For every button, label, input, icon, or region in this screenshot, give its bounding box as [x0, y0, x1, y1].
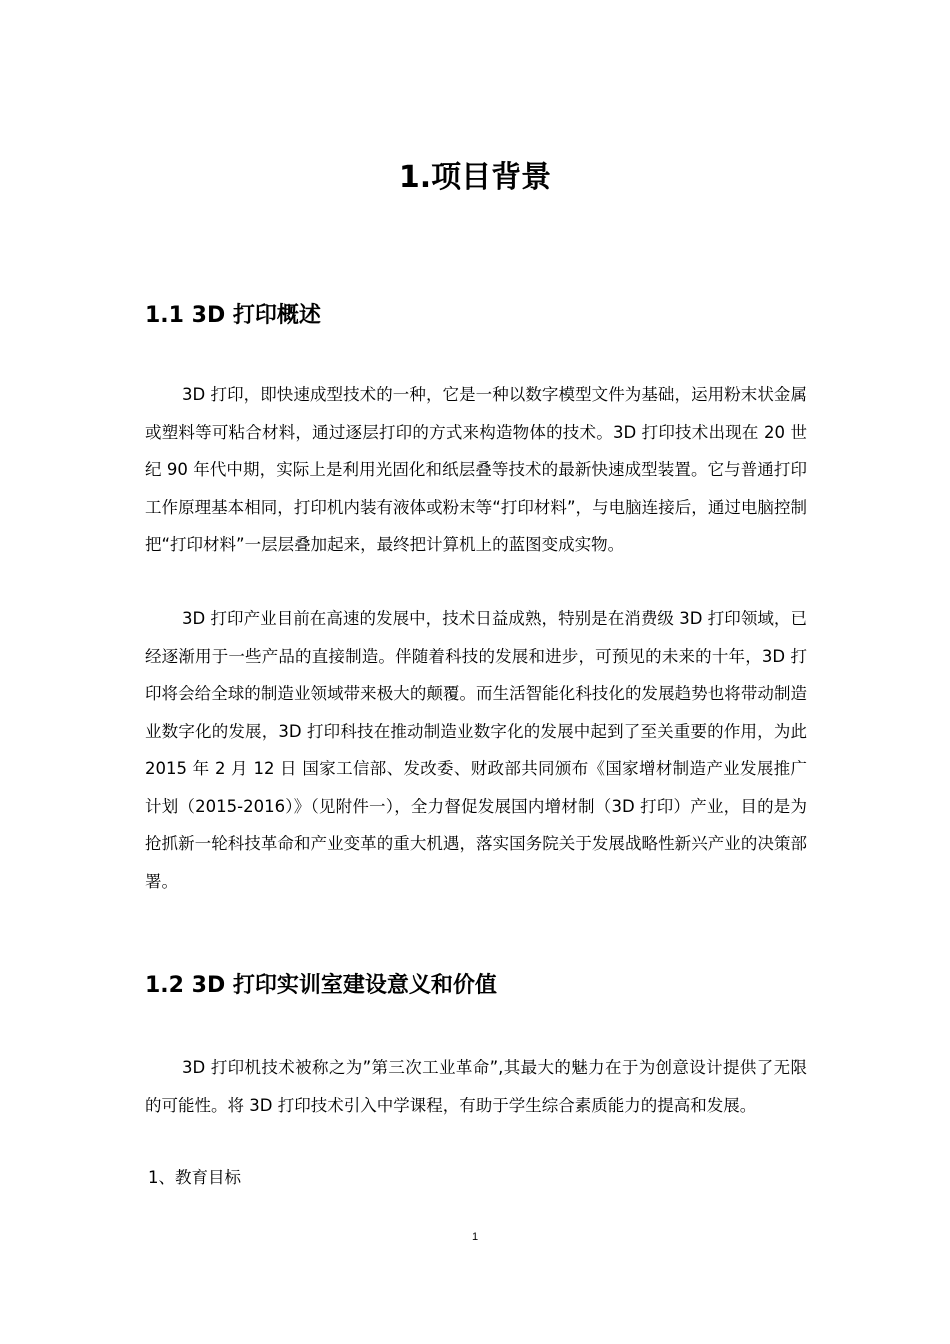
section-heading-overview: 1.1 3D 打印概述 — [145, 303, 321, 328]
page-title: 1.项目背景 — [398, 160, 552, 195]
list-item-education-goal: 1、教育目标 — [148, 1168, 241, 1187]
paragraph-overview-2: 3D 打印产业目前在高速的发展中，技术日益成熟，特别是在消费级 3D 打印领域，已经逐渐用于一些产品的直接制造。伴随着科技的发展和进步，可预见的未来的十年，3D 打印将会给全球的制造业领域带来极大的颠覆。而生活智能化科技化的发展趋势也将带动制造业数字化的发展，3D 打印科技在推动制造业数字化的发展中起到了至关重要的作用，为此 2015 年 2 月 12 日 国家工信部、发改委、财政部共同颁布《国家增材制造产业发展推广计划（2015-2016）》（见附件一），全力督促发展国内增材制（3D 打印）产业，目的是为抢抓新一轮科技革命和产业变革的重大机遇，落实国务院关于发展战略性新兴产业的决策部署。 — [145, 609, 807, 891]
paragraph-overview-1: 3D 打印，即快速成型技术的一种，它是一种以数字模型文件为基础，运用粉末状金属或塑料等可粘合材料，通过逐层打印的方式来构造物体的技术。3D 打印技术出现在 20 世纪 90 年代中期，实际上是利用光固化和纸层叠等技术的最新快速成型装置。它与普通打印工作原理基本相同，打印机内装有液体或粉末等“打印材料”，与电脑连接后，通过电脑控制把“打印材料”一层层叠加起来，最终把计算机上的蓝图变成实物。 — [145, 385, 807, 554]
page-number: 1 — [471, 1231, 479, 1243]
section-heading-significance: 1.2 3D 打印实训室建设意义和价值 — [145, 973, 497, 998]
paragraph-significance-1: 3D 打印机技术被称之为”第三次工业革命”,其最大的魅力在于为创意设计提供了无限的可能性。将 3D 打印技术引入中学课程，有助于学生综合素质能力的提高和发展。 — [145, 1058, 807, 1115]
